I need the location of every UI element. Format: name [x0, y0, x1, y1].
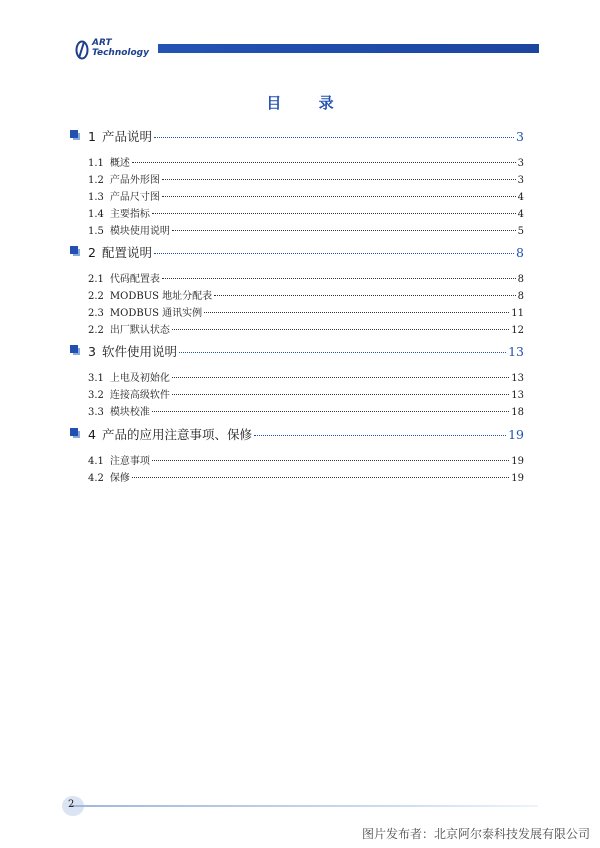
- chapter-number: 1: [88, 129, 96, 144]
- leader-dots: [162, 278, 516, 279]
- chapter-page: 13: [508, 344, 524, 359]
- toc-section-2-4[interactable]: [88, 321, 524, 336]
- section-number: 4.2: [88, 473, 104, 484]
- section-title: 模块校准: [109, 407, 150, 418]
- toc-section-2-2[interactable]: [88, 287, 524, 302]
- toc-chapter-3[interactable]: [88, 342, 524, 360]
- toc-section-3-2[interactable]: [88, 386, 524, 401]
- chapter-title: 产品的应用注意事项、保修: [101, 427, 252, 442]
- chapter-bullet-icon: [70, 345, 80, 355]
- section-page: 13: [511, 390, 524, 401]
- section-number: 2.1: [88, 274, 104, 285]
- section-page: 8: [517, 291, 524, 302]
- chapter-number: 4: [88, 427, 96, 442]
- leader-dots: [204, 312, 509, 313]
- section-number: 4.1: [88, 456, 104, 467]
- toc-section-3-1[interactable]: [88, 369, 524, 384]
- section-page: 3: [517, 158, 524, 169]
- chapter-number: 3: [88, 344, 96, 359]
- section-title: MODBUS 通讯实例: [109, 308, 203, 319]
- section-title: 模块使用说明: [109, 226, 170, 237]
- section-page: 19: [511, 456, 524, 467]
- section-page: 4: [517, 192, 524, 203]
- page-number: 2: [68, 799, 75, 810]
- toc-chapter-2[interactable]: [88, 243, 524, 261]
- toc-section-1-3[interactable]: [88, 188, 524, 203]
- section-page: 19: [511, 473, 524, 484]
- section-page: 8: [517, 274, 524, 285]
- toc-section-1-4[interactable]: [88, 205, 524, 220]
- chapter-page: 8: [516, 245, 524, 260]
- publisher-watermark: 图片发布者：北京阿尔泰科技发展有限公司: [361, 827, 590, 841]
- section-title: MODBUS 地址分配表: [109, 291, 213, 302]
- chapter-bullet-icon: [70, 428, 80, 438]
- footer-line: [70, 805, 538, 807]
- leader-dots: [162, 196, 516, 197]
- section-page: 4: [517, 209, 524, 220]
- toc-chapter-1[interactable]: [88, 127, 524, 145]
- toc-title: 目 录: [266, 94, 350, 112]
- section-title: 产品尺寸图: [109, 192, 160, 203]
- section-page: 5: [517, 226, 524, 237]
- chapter-page: 19: [508, 427, 524, 442]
- section-page: 11: [511, 308, 524, 319]
- chapter-title: 产品说明: [101, 129, 152, 144]
- toc-chapter-4[interactable]: [88, 425, 524, 443]
- section-page: 12: [511, 325, 524, 336]
- section-title: 产品外形图: [109, 175, 160, 186]
- leader-dots: [172, 394, 509, 395]
- leader-dots: [162, 179, 516, 180]
- section-title: 代码配置表: [109, 274, 160, 285]
- section-title: 连接高级软件: [109, 390, 170, 401]
- leader-dots: [152, 213, 516, 214]
- chapter-bullet-icon: [70, 130, 80, 140]
- section-title: 主要指标: [109, 209, 150, 220]
- chapter-title: 配置说明: [101, 245, 152, 260]
- section-page: 18: [511, 407, 524, 418]
- header-bar: [158, 44, 539, 53]
- section-page: 3: [517, 175, 524, 186]
- leader-dots: [179, 352, 506, 353]
- section-page: 13: [511, 373, 524, 384]
- art-technology-logo: [75, 38, 165, 64]
- section-number: 3.3: [88, 407, 104, 418]
- logo-line-1: ART: [92, 38, 112, 48]
- section-number: 1.2: [88, 175, 104, 186]
- leader-dots: [132, 162, 516, 163]
- toc-section-3-3[interactable]: [88, 403, 524, 418]
- leader-dots: [132, 477, 509, 478]
- section-number: 2.3: [88, 308, 104, 319]
- leader-dots: [152, 460, 509, 461]
- section-number: 1.4: [88, 209, 104, 220]
- logo-line-2: Technology: [92, 48, 149, 58]
- leader-dots: [154, 137, 514, 138]
- section-title: 上电及初始化: [109, 373, 170, 384]
- leader-dots: [152, 411, 509, 412]
- section-title: 注意事项: [109, 456, 150, 467]
- toc-section-4-1[interactable]: [88, 452, 524, 467]
- toc-section-1-1[interactable]: [88, 154, 524, 169]
- toc-section-1-5[interactable]: [88, 222, 524, 237]
- leader-dots: [154, 253, 514, 254]
- chapter-number: 2: [88, 245, 96, 260]
- section-number: 3.2: [88, 390, 104, 401]
- leader-dots: [172, 230, 516, 231]
- section-title: 保修: [109, 473, 130, 484]
- section-number: 1.5: [88, 226, 104, 237]
- section-number: 2.2: [88, 291, 104, 302]
- section-number: 2.2: [88, 325, 104, 336]
- section-number: 1.3: [88, 192, 104, 203]
- section-number: 1.1: [88, 158, 104, 169]
- toc-section-2-1[interactable]: [88, 270, 524, 285]
- leader-dots: [254, 435, 506, 436]
- section-title: 概述: [109, 158, 130, 169]
- toc-section-4-2[interactable]: [88, 469, 524, 484]
- chapter-page: 3: [516, 129, 524, 144]
- logo-mark-icon: [75, 40, 89, 60]
- leader-dots: [214, 295, 515, 296]
- chapter-title: 软件使用说明: [101, 344, 177, 359]
- toc-section-2-3[interactable]: [88, 304, 524, 319]
- chapter-bullet-icon: [70, 246, 80, 256]
- section-title: 出厂默认状态: [109, 325, 170, 336]
- section-number: 3.1: [88, 373, 104, 384]
- leader-dots: [172, 329, 509, 330]
- toc-section-1-2[interactable]: [88, 171, 524, 186]
- leader-dots: [172, 377, 509, 378]
- logo-text: [92, 38, 149, 58]
